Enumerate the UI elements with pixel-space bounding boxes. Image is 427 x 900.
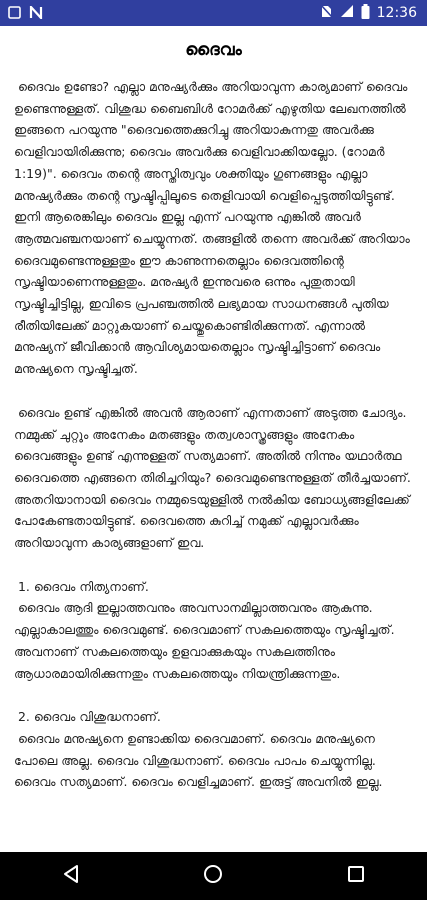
navigation-bar bbox=[0, 852, 427, 900]
article-paragraph: 1. ദൈവം നിത്യനാണ്. ദൈവം ആദി ഇല്ലാത്തവനും അവസാനമില്ലാത്തവനും ആകുന്നു. എല്ലാകാലത്തും ദൈവമുണ്ട്. ദൈവമാണ് സകലത്തെയും സൃഷ്ടിച്ചത്. അവനാണ് സകലത്തെയും ഉളവാക്കുകയും സകലത്തിനും ആധാരമായിരിക്കുന്നതും സകലത്തെയും നിയന്ത്രിക്കുന്നതും. bbox=[14, 578, 395, 681]
back-button[interactable] bbox=[41, 852, 101, 900]
signal-icon bbox=[340, 4, 354, 22]
article-title: ദൈവം bbox=[185, 40, 242, 60]
home-button[interactable] bbox=[183, 852, 243, 900]
status-bar-left bbox=[0, 4, 43, 23]
battery-icon bbox=[361, 4, 370, 23]
article-paragraph: ദൈവം ഉണ്ട് എങ്കിൽ അവൻ ആരാണ് എന്നതാണ് അടുത്ത ചോദ്യം. നമ്മുക്ക് ചുറ്റും അനേകം മതങ്ങളും തത്വശാസ്ത്രങ്ങളും അനേകം ദൈവങ്ങളും ഉണ്ട് എന്നുള്ളത് സത്യമാണ്. അതിൽ നിന്നും യഥാർത്ഥ ദൈവത്തെ എങ്ങനെ തിരിച്ചറിയും? ദൈവമുണ്ടെന്നുള്ളത് തീർച്ചയാണ്. അതറിയാനായി ദൈവം നമ്മുടെയുള്ളിൽ നൽകിയ ബോധ്യങ്ങളിലേക്ക് പോകേണ്ടതായിട്ടുണ്ട്. ദൈവത്തെ കുറിച്ച് നമുക്ക് എല്ലാവർക്കും അറിയാവുന്ന കാര്യങ്ങളാണ് ഇവ. bbox=[14, 404, 415, 551]
paragraph-spacer bbox=[0, 380, 427, 402]
article-scroll-area[interactable] bbox=[0, 26, 427, 852]
status-bar bbox=[0, 0, 427, 26]
no-sim-icon bbox=[320, 4, 333, 22]
article-paragraph: 2. ദൈവം വിശുദ്ധനാണ്. ദൈവം മനുഷ്യനെ ഉണ്ടാക്കിയ ദൈവമാണ്. ദൈവം മനുഷ്യനെ പോലെ അല്ല. ദൈവം വിശുദ്ധനാണ്. ദൈവം പാപം ചെയ്യുന്നില്ല. ദൈവം സത്യമാണ്. ദൈവം വെളിച്ചമാണ്. ഇരുട്ട് അവനിൽ ഇല്ല. bbox=[14, 709, 383, 790]
paragraph-spacer bbox=[0, 684, 427, 706]
paragraph-spacer bbox=[0, 554, 427, 576]
article-paragraph: ദൈവം ഉണ്ടോ? എല്ലാ മനുഷ്യർക്കും അറിയാവുന്ന കാര്യമാണ് ദൈവം ഉണ്ടെന്നുള്ളത്. വിശുദ്ധ ബൈബിൾ റോമർക്ക് എഴുതിയ ലേഖനത്തിൽ ഇങ്ങനെ പറയുന്നു "ദൈവത്തെക്കുറിച്ചു അറിയാകുന്നതു അവർക്കു വെളിവായിരിക്കുന്നു; ദൈവം അവർക്കു വെളിവാക്കിയല്ലോ. (റോമർ 1:19)". ദൈവം തന്റെ അസ്തിത്വവും ശക്തിയും ഗുണങ്ങളും എല്ലാ മനുഷ്യർക്കും തന്റെ സൃഷ്ടിപ്പിലൂടെ തെളിവായി വെളിപ്പെടുത്തിയിട്ടുണ്ട്. ഇനി ആരെങ്കിലും ദൈവം ഇല്ല എന്ന് പറയുന്നു എങ്കിൽ അവർ ആത്മവഞ്ചനയാണ് ചെയ്യുന്നത്. തങ്ങളിൽ തന്നെ അവർക്ക് അറിയാം ദൈവമുണ്ടെന്നുള്ളതും ഈ കാണുന്നതെല്ലാം ദൈവത്തിന്റെ സൃഷ്ടിയാണെന്നുള്ളതും. മനുഷ്യർ ഇന്നുവരെ ഒന്നും പുതുതായി സൃഷ്ടിച്ചിട്ടില്ല, ഇവിടെ പ്രപഞ്ചത്തിൽ ലഭ്യമായ സാധനങ്ങൾ പുതിയ രീതിയിലേക്ക് മാറ്റുകയാണ് ചെയ്തുകൊണ്ടിരിക്കുന്നത്. എന്നാൽ മനുഷ്യന് ജീവിക്കാൻ ആവിശ്യമായതെല്ലാം സൃഷ്ടിച്ചിട്ടാണ് ദൈവം മനുഷ്യനെ സൃഷ്ടിച്ചത്. bbox=[14, 79, 414, 377]
status-bar-right bbox=[320, 4, 427, 23]
notification-square-icon bbox=[8, 4, 21, 23]
back-icon bbox=[62, 864, 80, 888]
status-time: 12:36 bbox=[376, 5, 417, 21]
n-app-icon bbox=[29, 4, 43, 23]
recents-icon bbox=[347, 865, 365, 887]
home-icon bbox=[203, 864, 223, 888]
recents-button[interactable] bbox=[326, 852, 386, 900]
